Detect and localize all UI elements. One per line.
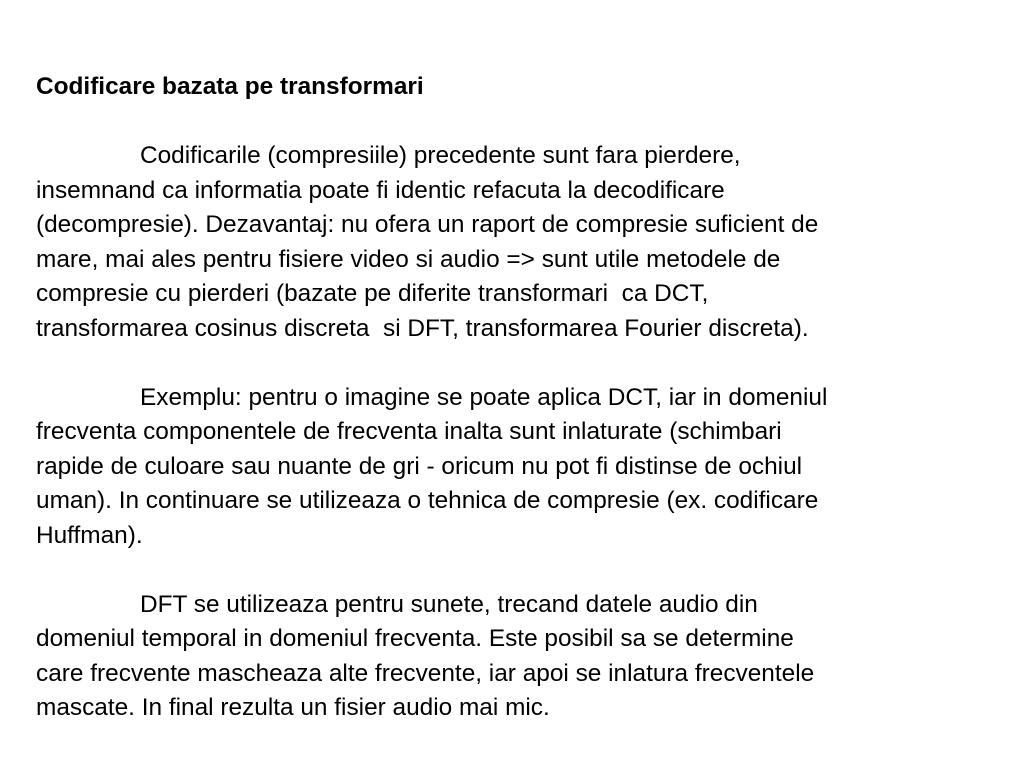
paragraph-line: insemnand ca informatia poate fi identic refacuta la decodificare xyxy=(36,176,725,204)
slide-title: Codificare bazata pe transformari xyxy=(36,73,424,100)
paragraph-line: care frecvente mascheaza alte frecvente, iar apoi se inlatura frecventele xyxy=(36,659,815,687)
paragraph-line: DFT se utilizeaza pentru sunete, trecand datele audio din xyxy=(140,590,758,618)
paragraph-line: mare, mai ales pentru fisiere video si audio => sunt utile metodele de xyxy=(36,245,781,273)
paragraph-line: transformarea cosinus discreta si DFT, transformarea Fourier discreta). xyxy=(36,314,809,342)
paragraph-line: rapide de culoare sau nuante de gri - oricum nu pot fi distinse de ochiul xyxy=(36,452,803,480)
paragraph-1 xyxy=(36,139,996,346)
paragraph-2 xyxy=(36,381,996,554)
paragraph-line: domeniul temporal in domeniul frecventa. Este posibil sa se determine xyxy=(36,625,794,652)
paragraph-line: (decompresie). Dezavantaj: nu ofera un raport de compresie suficient de xyxy=(36,211,819,238)
paragraph-line: Huffman). xyxy=(36,521,143,549)
spacer xyxy=(36,105,996,140)
slide-content xyxy=(36,70,996,726)
paragraph-line: mascate. In final rezulta un fisier audio mai mic. xyxy=(36,694,550,721)
spacer xyxy=(36,346,996,381)
paragraph-line: Exemplu: pentru o imagine se poate aplica DCT, iar in domeniul xyxy=(140,383,828,411)
paragraph-line: uman). In continuare se utilizeaza o tehnica de compresie (ex. codificare xyxy=(36,487,819,514)
paragraph-line: compresie cu pierderi (bazate pe diferite transformari ca DCT, xyxy=(36,280,709,307)
paragraph-line: frecventa componentele de frecventa inalta sunt inlaturate (schimbari xyxy=(36,418,782,445)
paragraph-3 xyxy=(36,588,996,726)
spacer xyxy=(36,553,996,588)
paragraph-line: Codificarile (compresiile) precedente sunt fara pierdere, xyxy=(140,142,741,169)
